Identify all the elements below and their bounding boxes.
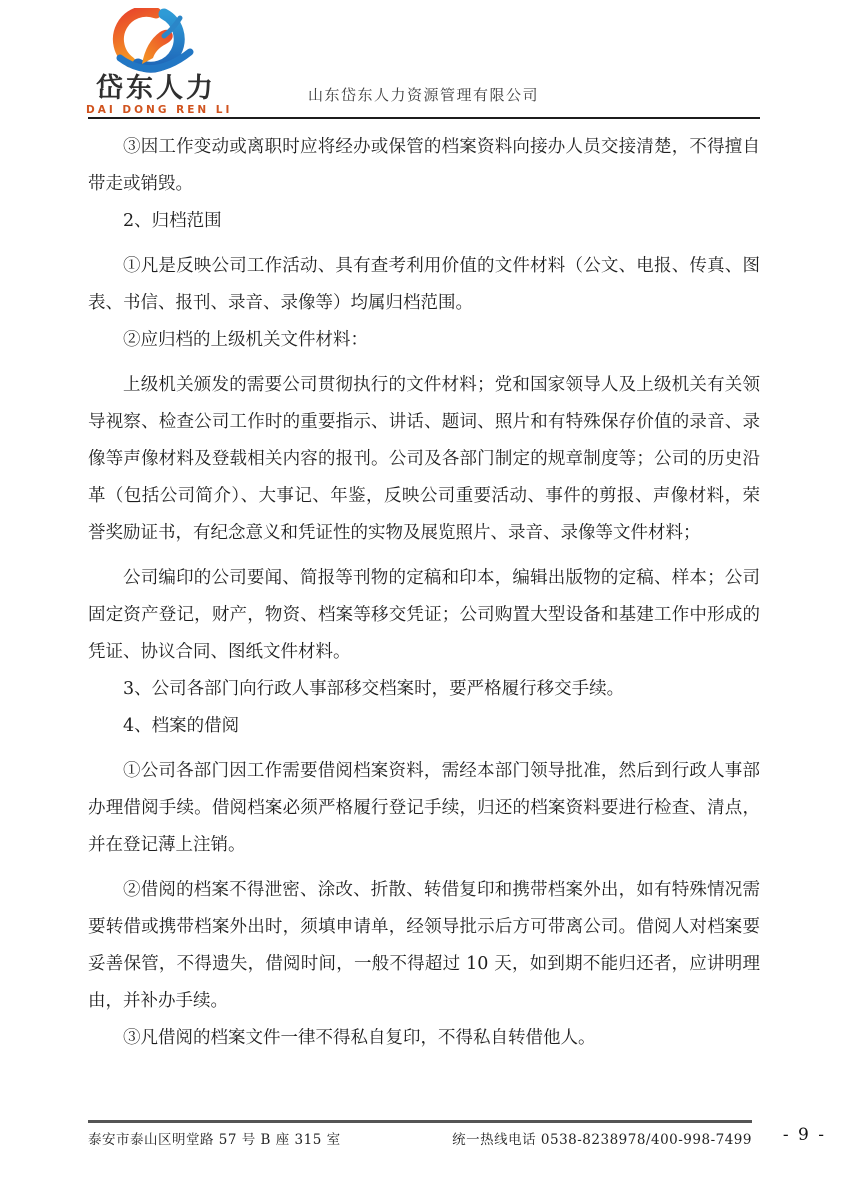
footer-address: 泰安市泰山区明堂路 57 号 B 座 315 室 xyxy=(88,1132,341,1148)
paragraph: 3、公司各部门向行政人事部移交档案时，要严格履行移交手续。 xyxy=(123,679,625,699)
logo-pinyin: DAI DONG REN LI xyxy=(86,104,233,117)
paragraph: ①凡是反映公司工作活动、具有查考利用价值的文件材料（公文、电报、传真、图表、书信、报刊、录音、录像等）均属归档范围。 xyxy=(88,256,760,313)
footer-divider xyxy=(88,1120,752,1123)
paragraph: ①公司各部门因工作需要借阅档案资料，需经本部门领导批准，然后到行政人事部办理借阅手续。借阅档案必须严格履行登记手续，归还的档案资料要进行检查、清点，并在登记薄上注销。 xyxy=(88,761,760,855)
page-number: - 9 - xyxy=(782,1125,826,1145)
footer-hotline: 统一热线电话 0538-8238978/400-998-7499 xyxy=(452,1132,752,1148)
paragraph: ②应归档的上级机关文件材料： xyxy=(123,330,368,350)
header-company-name: 山东岱东人力资源管理有限公司 xyxy=(308,86,540,104)
company-logo xyxy=(86,8,233,117)
header-divider xyxy=(88,117,760,119)
paragraph: 上级机关颁发的需要公司贯彻执行的文件材料；党和国家领导人及上级机关有关领导视察、检查公司工作时的重要指示、讲话、题词、照片和有特殊保存价值的录音、录像等声像材料及登载相关内容的报刊。公司及各部门制定的规章制度等；公司的历史沿革（包括公司简介）、大事记、年鉴，反映公司重要活动、事件的剪报、声像材料，荣誉奖励证书，有纪念意义和凭证性的实物及展览照片、录音、录像等文件材料； xyxy=(88,375,760,543)
paragraph: ③因工作变动或离职时应将经办或保管的档案资料向接办人员交接清楚，不得擅自带走或销毁。 xyxy=(88,137,760,194)
paragraph: 2、归档范围 xyxy=(123,211,222,231)
paragraph: 公司编印的公司要闻、简报等刊物的定稿和印本，编辑出版物的定稿、样本；公司固定资产登记，财产，物资、档案等移交凭证；公司购置大型设备和基建工作中形成的凭证、协议合同、图纸文件材料。 xyxy=(88,568,760,662)
paragraph: ③凡借阅的档案文件一律不得私自复印，不得私自转借他人。 xyxy=(123,1028,596,1048)
logo-chinese-name: 岱东人力 xyxy=(96,73,216,104)
daidong-logo-icon xyxy=(106,8,206,74)
paragraph: ②借阅的档案不得泄密、涂改、折散、转借复印和携带档案外出，如有特殊情况需要转借或携带档案外出时，须填申请单，经领导批示后方可带离公司。借阅人对档案要妥善保管，不得遗失，借阅时间，一般不得超过 10 天，如到期不能归还者，应讲明理由，并补办手续。 xyxy=(88,880,760,1011)
paragraph: 4、档案的借阅 xyxy=(123,716,240,736)
document-body xyxy=(88,129,760,1057)
page-footer xyxy=(88,1128,752,1148)
